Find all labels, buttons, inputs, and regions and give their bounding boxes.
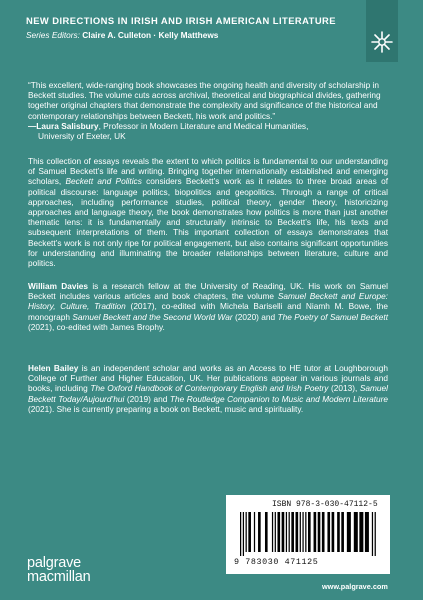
barcode-bar (248, 512, 251, 552)
series-title: NEW DIRECTIONS IN IRISH AND IRISH AMERICAN LITERATURE (26, 15, 336, 26)
barcode-bar (272, 512, 273, 552)
publisher-url[interactable]: www.palgrave.com (322, 582, 388, 591)
barcode-bar (265, 512, 268, 552)
barcode-bar (318, 512, 321, 552)
bio-text: (2020) and (232, 311, 278, 322)
publisher-logo (27, 556, 90, 584)
description-text: This collection of essays reveals the extent to which politics is fundamental to our understanding of Samuel Beckett’s life and writing. Bringing together internationally established and emerging scholars, (28, 156, 388, 187)
barcode-bar (308, 512, 311, 552)
barcode-bar (375, 512, 376, 556)
series-editors-names: Claire A. Culleton · Kelly Matthews (82, 30, 219, 40)
barcode-icon (238, 512, 378, 556)
barcode-bar (337, 512, 340, 552)
series-editors (26, 30, 218, 40)
bio-book-title: The Poetry of Samuel Beckett (277, 311, 388, 322)
barcode-bar (359, 512, 363, 552)
barcode-bar (243, 512, 244, 556)
bio-text: is a research fellow at the University of Reading, UK. His work on Samuel Beckett includes various articles and book chapters, the volume (28, 281, 388, 302)
quote-affiliation: University of Exeter, UK (38, 131, 126, 142)
endorsement-quote (28, 80, 388, 141)
bio-name: Helen Bailey (28, 363, 79, 373)
logo-line-macmillan: macmillan (27, 569, 91, 585)
barcode-bar (332, 512, 335, 552)
bio-text: (2013), (328, 383, 360, 394)
barcode-bar (347, 512, 351, 552)
bio-text: (2017), co-edited with Michela Bariselli and Niamh M. Bowe, the monograph (28, 301, 388, 322)
bio-book-title: Samuel Beckett and the Second World War (72, 311, 233, 322)
barcode-bar (240, 512, 241, 556)
barcode-bar (275, 512, 276, 552)
logo-line-palgrave: palgrave (27, 555, 82, 571)
bio-text: (2021). She is currently preparing a book on Beckett, music and spirituality. (28, 403, 304, 414)
barcode-bar (258, 512, 261, 552)
barcode-bar (291, 512, 294, 552)
editor-bio-bailey (28, 363, 388, 414)
barcode-bar (305, 512, 306, 552)
barcode-bar (341, 512, 344, 552)
palgrave-star-emblem-icon (370, 30, 394, 54)
bio-book-title: The Oxford Handbook of Contemporary English and Irish Poetry (90, 383, 329, 394)
barcode-bar (300, 512, 301, 552)
bio-book-title: Samuel Beckett and Europe: History, Culture, Tradition (28, 291, 388, 312)
barcode-bar (302, 512, 303, 552)
quote-author-role: , Professor in Modern Literature and Medical Humanities, (98, 120, 309, 131)
bio-book-title: The Routledge Companion to Music and Modern Literature (169, 393, 389, 404)
barcode-bar (365, 512, 369, 552)
barcode-bar (314, 512, 317, 552)
barcode-bar (296, 512, 299, 552)
bio-book-title: Samuel Beckett Today/Aujourd’hui (28, 383, 388, 404)
barcode-bar (322, 512, 325, 552)
description-text: considers Beckett’s work as it relates to three broad areas of political discourse: language politics, biopolitics and geopolitics. Through a range of critical approaches, including performance studies, political theory, gender theory, historicizing approaches and language theory, the book demonstrates how politics is more than just another thematic lens: it is fundamentally and structurally intrinsic to Beckett’s life, his texts and subsequent interpretations of them. This important collection of essays demonstrates that Beckett’s work is not only ripe for political engagement, but also contains significant opportunities for understanding and illuminating the broader relationships between literature, culture and politics. (28, 176, 388, 269)
bio-text: is an independent scholar and works as an Access to HE tutor at Loughborough College of Further and Higher Education, UK. Her publications appear in various journals and books, including (28, 363, 388, 394)
quote-author: —Laura Salisbury (28, 120, 99, 131)
quote-text: “This excellent, wide-ranging book showcases the ongoing health and diversity of scholarship in Beckett studies. The volume cuts across archival, theoretical and biographical divides, gathering together original chapters that demonstrate the complexity and significance of the historical and contemporary relationships between Beckett, his work and politics.” (28, 80, 381, 121)
barcode-bar (277, 512, 280, 552)
barcode-bar (372, 512, 373, 556)
description-book-title: Beckett and Politics (65, 176, 142, 187)
book-description (28, 156, 388, 268)
barcode-bar (286, 512, 287, 552)
barcode-bar (327, 512, 330, 552)
bio-text: (2019) and (124, 393, 170, 404)
barcode-bar (354, 512, 358, 552)
series-editors-label: Series Editors: (26, 30, 80, 40)
barcode-bar (289, 512, 290, 552)
bio-text: (2021), co-edited with James Brophy. (28, 321, 165, 332)
isbn-label: ISBN 978-3-030-47112-5 (272, 500, 378, 509)
barcode-bar (246, 512, 247, 552)
barcode-bar (282, 512, 285, 552)
barcode-bar (254, 512, 255, 552)
barcode-box (226, 495, 390, 574)
barcode-digits: 9 783030 471125 (234, 557, 319, 567)
editor-bio-davies (28, 281, 388, 332)
bio-name: William Davies (28, 281, 89, 291)
quote-attribution (28, 121, 388, 131)
palgrave-emblem (366, 0, 398, 62)
